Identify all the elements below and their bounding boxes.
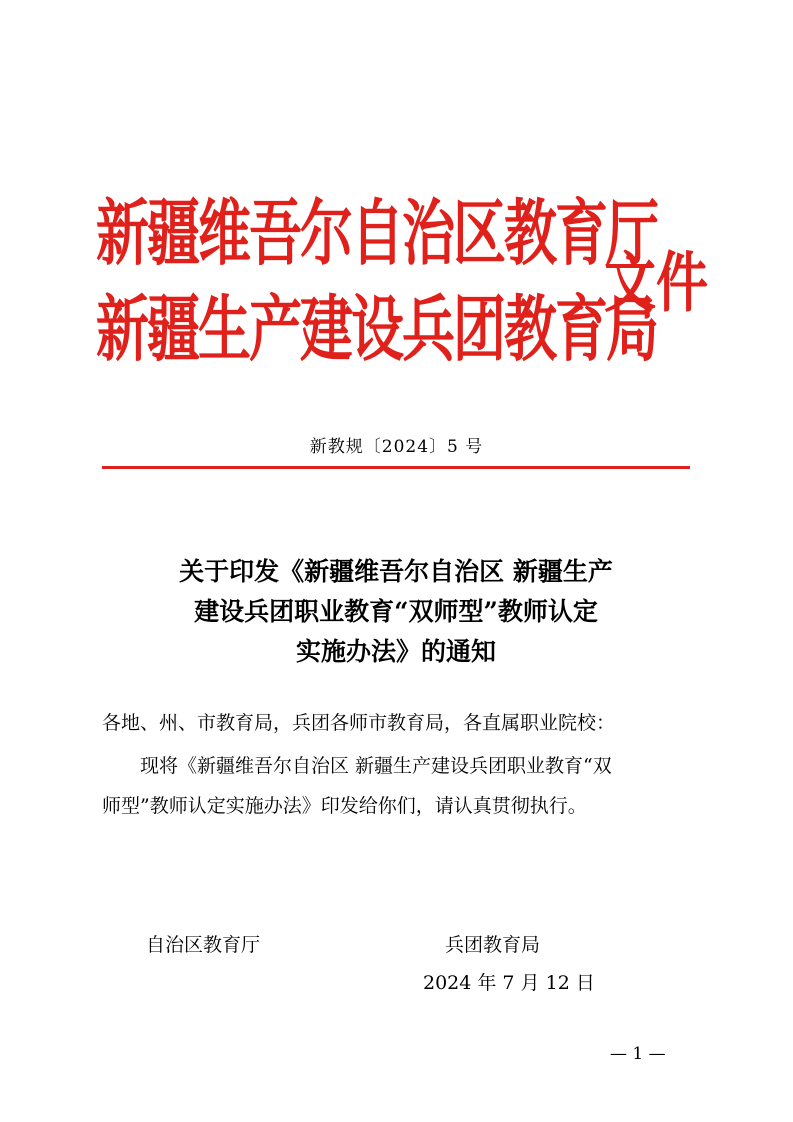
document-type-label: 文件 xyxy=(604,246,709,321)
body-paragraph xyxy=(102,746,690,826)
title-line: 建设兵团职业教育“双师型”教师认定 xyxy=(194,597,598,626)
issuer-xinjiang-education-department: 新疆维吾尔自治区教育厅 xyxy=(96,193,657,276)
page-number: — 1 — xyxy=(610,1044,666,1064)
red-separator-line xyxy=(102,466,690,469)
title-line: 实施办法》的通知 xyxy=(295,637,496,666)
signature-right: 兵团教育局 xyxy=(445,934,541,956)
salutation: 各地、州、市教育局，兵团各师市教育局，各直属职业院校： xyxy=(102,712,616,734)
document-title xyxy=(96,552,696,672)
body-line: 现将《新疆维吾尔自治区 新疆生产建设兵团职业教育“双 xyxy=(140,755,612,777)
signature-left: 自治区教育厅 xyxy=(146,934,261,956)
title-line: 关于印发《新疆维吾尔自治区 新疆生产 xyxy=(179,557,613,586)
document-number: 新教规〔2024〕5 号 xyxy=(309,437,484,457)
body-line: 师型”教师认定实施办法》印发给你们，请认真贯彻执行。 xyxy=(102,795,587,817)
signature-date: 2024 年 7 月 12 日 xyxy=(423,972,595,994)
issuer-bingtuan-education-bureau: 新疆生产建设兵团教育局 xyxy=(96,289,657,372)
